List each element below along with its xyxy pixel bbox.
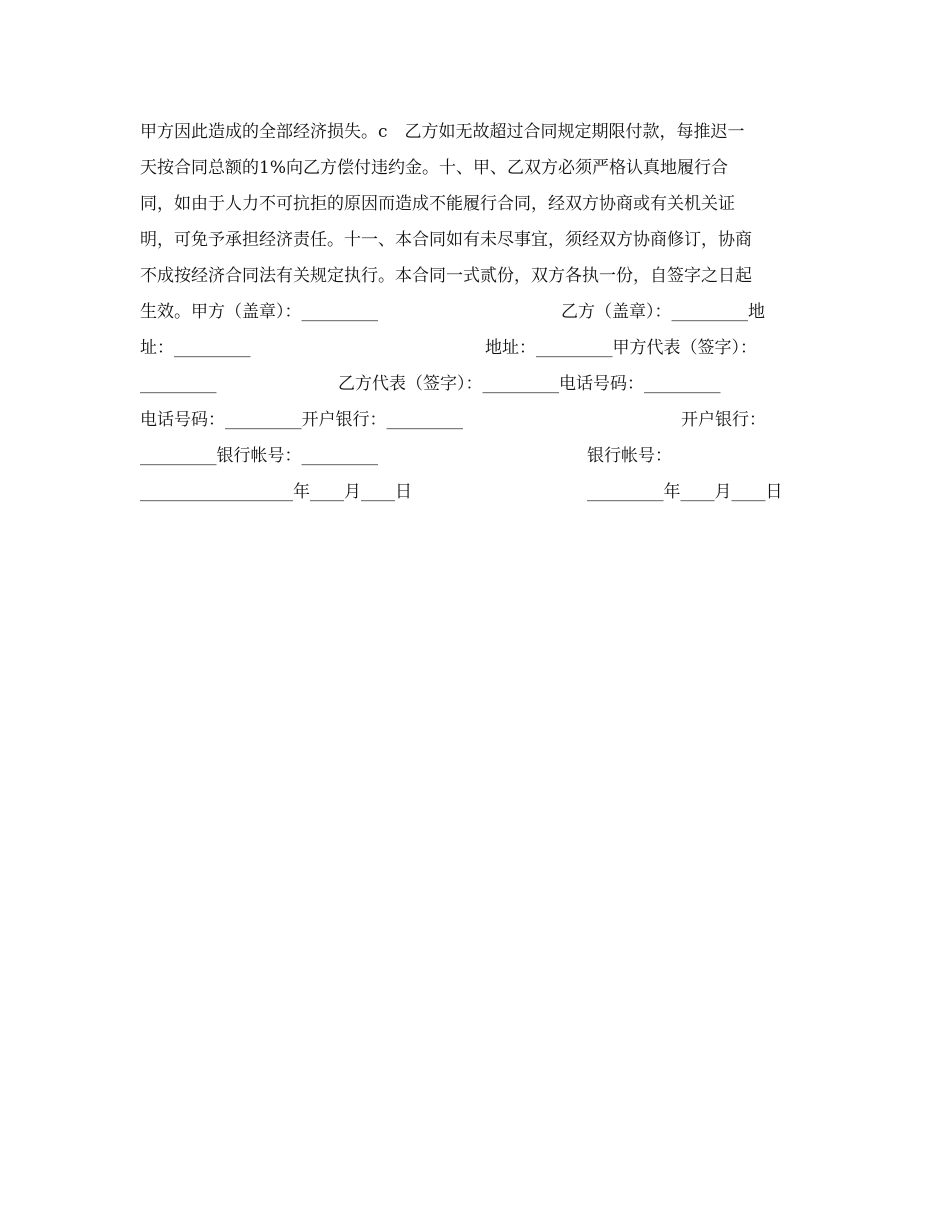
party-b-representative-field: 乙方代表（签字）：_________电话号码：_________: [338, 374, 721, 394]
text-line-4-segment: 明，可免予承担经济责任。十一、本合同如有未尽事宜，须经双方协商修订，协商: [140, 230, 752, 250]
party-a-date-field: __________________年____月____日: [140, 482, 412, 502]
text-line-1-segment: 甲方因此造成的全部经济损失。c 乙方如无故超过合同规定期限付款，每推迟一: [140, 122, 745, 142]
party-a-seal-field: 生效。甲方（盖章）：_________: [140, 302, 378, 322]
party-a-account-field: _________银行帐号：_________: [140, 446, 378, 466]
text-line-1: [140, 114, 815, 150]
party-b-bank-field: 开户银行：: [681, 410, 766, 430]
text-line-3-segment: 同，如由于人力不可抗拒的原因而造成不能履行合同，经双方协商或有关机关证: [140, 194, 735, 214]
signature-line-party-seals: [140, 294, 815, 330]
text-line-2: [140, 150, 815, 186]
party-b-seal-field: 乙方（盖章）：_________地: [561, 302, 765, 322]
party-b-address-field: 地址：_________甲方代表（签字）：: [485, 338, 757, 358]
text-line-4: [140, 222, 815, 258]
signature-line-representative: [140, 366, 815, 402]
party-b-date-field: _________年____月____日: [587, 482, 783, 502]
text-line-2-segment: 天按合同总额的1%向乙方偿付违约金。十、甲、乙双方必须严格认真地履行合: [140, 158, 728, 178]
signature-line-address: [140, 330, 815, 366]
signature-line-date: [140, 474, 815, 510]
party-b-account-field: 银行帐号：: [587, 446, 672, 466]
signature-line-phone-bank: [140, 402, 815, 438]
contract-text: [140, 114, 815, 510]
party-a-phone-bank-field: 电话号码：_________开户银行：_________: [140, 410, 463, 430]
text-line-3: [140, 186, 815, 222]
signature-line-account: [140, 438, 815, 474]
text-line-5: [140, 258, 815, 294]
party-a-representative-field: _________: [140, 374, 217, 394]
text-line-5-segment: 不成按经济合同法有关规定执行。本合同一式贰份，双方各执一份，自签字之日起: [140, 266, 752, 286]
party-a-address-field: 址：_________: [140, 338, 251, 358]
